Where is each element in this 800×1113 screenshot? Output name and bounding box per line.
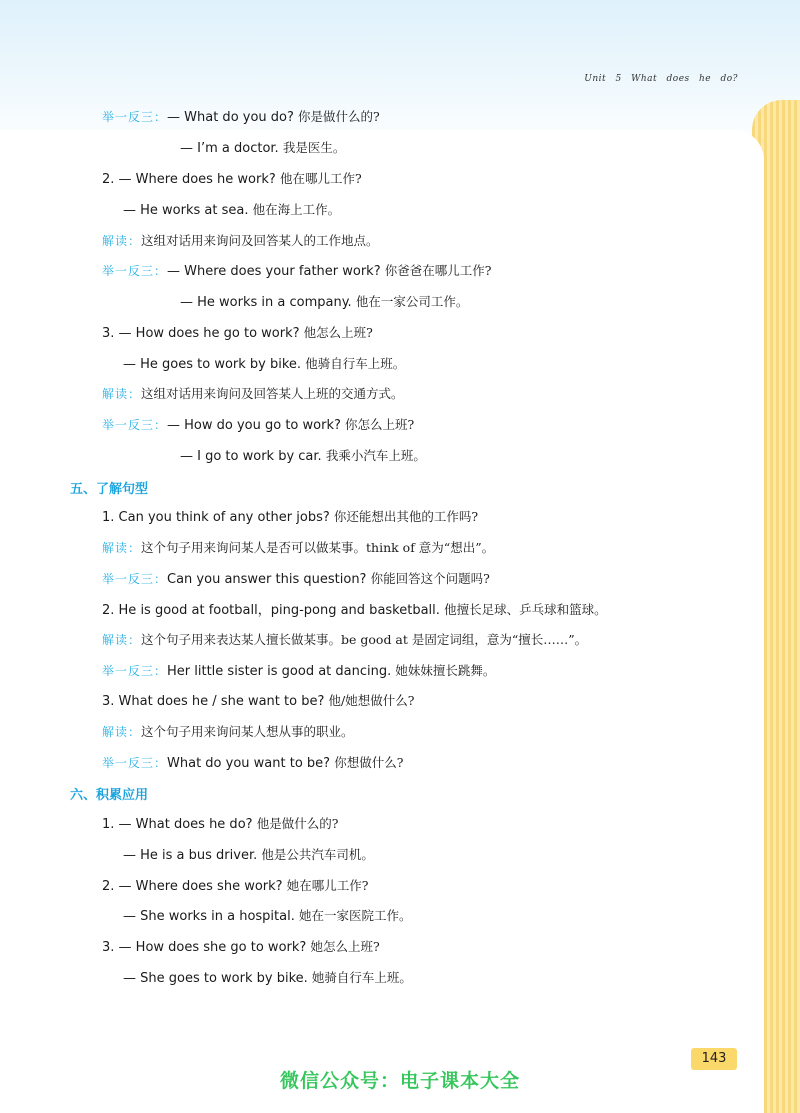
practice-label: 举一反三： (102, 756, 168, 770)
text-line (102, 815, 338, 834)
explanation-label: 解读： (102, 387, 142, 401)
watermark-text: 微信公众号：电子课本大全 (279, 1070, 520, 1092)
english-text: 1. Can you think of any other jobs? (102, 510, 330, 525)
chinese-text: 他擅长足球、乒乓球和篮球。 (444, 602, 607, 617)
chinese-text: 她怎么上班? (310, 939, 380, 954)
english-text: 3. What does he / she want to be? (102, 694, 325, 709)
text-line (102, 539, 494, 558)
text-line (102, 877, 368, 896)
chinese-text: 她在哪儿工作? (286, 878, 369, 893)
explanation-label: 解读： (102, 725, 142, 739)
english-text: Can you answer this question? (167, 572, 367, 587)
chinese-text: 这个句子用来询问某人想从事的职业。 (141, 724, 354, 739)
text-line (102, 385, 404, 404)
text-line (102, 262, 491, 281)
chinese-text: 这组对话用来询问及回答某人的工作地点。 (141, 233, 379, 248)
english-text: — Where does your father work? (167, 264, 381, 279)
english-text: — What do you do? (167, 110, 294, 125)
english-text: — He is a bus driver. (123, 848, 258, 863)
chinese-text: 他在海上工作。 (252, 202, 341, 217)
section-heading: 五、了解句型 (70, 482, 149, 497)
text-line (102, 170, 362, 189)
chinese-text: 你还能想出其他的工作吗? (333, 509, 479, 524)
text-line (102, 601, 607, 620)
chinese-text: 你怎么上班? (345, 417, 415, 432)
text-line (180, 139, 345, 158)
text-line (180, 447, 426, 466)
chinese-text: 你想做什么? (334, 755, 404, 770)
text-line (102, 662, 495, 681)
english-text: 3. — How does she go to work? (102, 940, 307, 955)
chinese-text: 他在哪儿工作? (279, 171, 362, 186)
chinese-text: 他在一家公司工作。 (355, 294, 469, 309)
english-text: — He works in a company. (180, 295, 352, 310)
chinese-text: 这个句子用来询问某人是否可以做某事。think of 意为“想出”。 (141, 540, 495, 555)
english-text: — I go to work by car. (180, 449, 322, 464)
text-line (102, 754, 403, 773)
chinese-text: 这个句子用来表达某人擅长做某事。be good at 是固定词组，意为“擅长……”。 (141, 632, 588, 647)
chinese-text: 我乘小汽车上班。 (325, 448, 426, 463)
chinese-text: 你能回答这个问题吗? (370, 571, 490, 586)
chinese-text: 他怎么上班? (303, 325, 373, 340)
explanation-label: 解读： (102, 541, 142, 555)
text-line (102, 416, 414, 435)
chinese-text: 他/她想做什么? (328, 693, 415, 708)
text-line (102, 232, 379, 251)
english-text: 3. — How does he go to work? (102, 326, 300, 341)
explanation-label: 解读： (102, 234, 142, 248)
english-text: What do you want to be? (167, 756, 331, 771)
page-number: 143 (691, 1048, 737, 1070)
text-line (102, 508, 478, 527)
english-text: 2. He is good at football，ping-pong and basketball. (102, 603, 440, 618)
practice-label: 举一反三： (102, 664, 168, 678)
chinese-text: 他是公共汽车司机。 (261, 847, 374, 862)
practice-label: 举一反三： (102, 110, 168, 124)
text-line (102, 938, 380, 957)
text-line (102, 631, 587, 650)
english-text: — I’m a doctor. (180, 141, 279, 156)
english-text: 2. — Where does she work? (102, 879, 283, 894)
chinese-text: 她在一家医院工作。 (298, 908, 412, 923)
chinese-text: 我是医生。 (282, 140, 346, 155)
chinese-text: 她妹妹擅长跳舞。 (395, 663, 496, 678)
text-line (123, 907, 412, 926)
text-line (123, 201, 340, 220)
english-text: — He goes to work by bike. (123, 357, 302, 372)
text-line (102, 570, 490, 589)
english-text: 1. — What does he do? (102, 817, 253, 832)
text-line (123, 355, 405, 374)
english-text: — How do you go to work? (167, 418, 341, 433)
text-line (180, 293, 468, 312)
text-line (102, 692, 414, 711)
text-line (102, 108, 380, 127)
english-text: — She works in a hospital. (123, 909, 295, 924)
english-text: 2. — Where does he work? (102, 172, 276, 187)
chinese-text: 她骑自行车上班。 (311, 970, 412, 985)
practice-label: 举一反三： (102, 264, 168, 278)
practice-label: 举一反三： (102, 572, 168, 586)
chinese-text: 这组对话用来询问及回答某人上班的交通方式。 (141, 386, 404, 401)
text-line (123, 846, 374, 865)
section-heading: 六、积累应用 (70, 788, 149, 803)
chinese-text: 他是做什么的? (256, 816, 339, 831)
chinese-text: 你是做什么的? (298, 109, 380, 124)
running-head: Unit 5 What does he do? (584, 74, 738, 84)
english-text: — He works at sea. (123, 203, 249, 218)
english-text: — She goes to work by bike. (123, 971, 308, 986)
english-text: Her little sister is good at dancing. (167, 664, 392, 679)
text-line (102, 324, 373, 343)
practice-label: 举一反三： (102, 418, 168, 432)
chinese-text: 他骑自行车上班。 (305, 356, 406, 371)
text-line (123, 969, 412, 988)
chinese-text: 你爸爸在哪儿工作? (384, 263, 492, 278)
text-line (102, 723, 354, 742)
explanation-label: 解读： (102, 633, 142, 647)
